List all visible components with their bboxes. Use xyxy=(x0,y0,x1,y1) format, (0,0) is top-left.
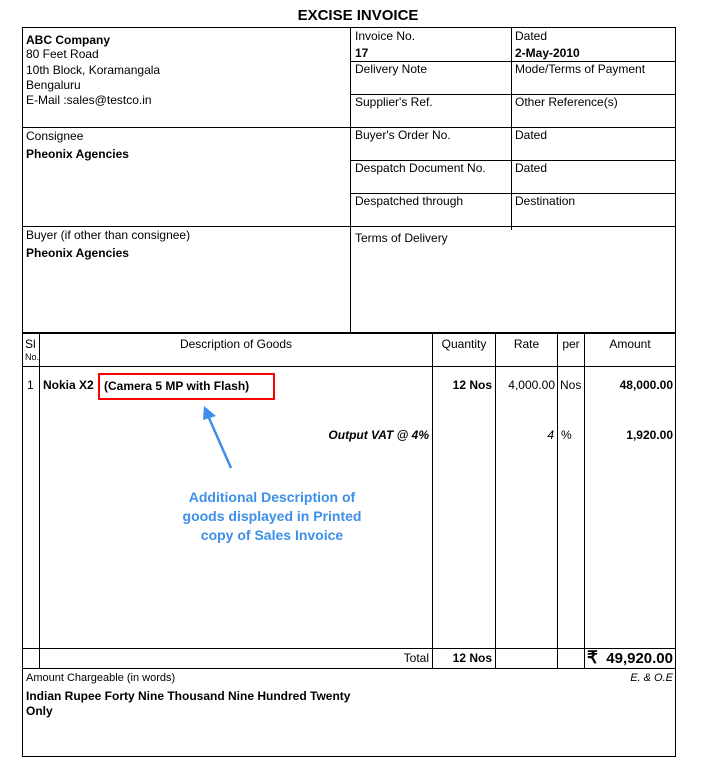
despatch-dated-label: Dated xyxy=(515,161,548,175)
col-divider-sl xyxy=(39,333,40,668)
amount-words-line: Only xyxy=(26,704,53,718)
tax-amount: 1,920.00 xyxy=(626,428,673,442)
annotation-line: Additional Description of xyxy=(188,489,356,505)
annotation-line: goods displayed in Printed xyxy=(182,508,362,524)
seller-address-line: 80 Feet Road xyxy=(26,47,99,61)
header-rate: Rate xyxy=(513,337,540,351)
mode-terms-label: Mode/Terms of Payment xyxy=(515,62,646,76)
buyer-name: Pheonix Agencies xyxy=(26,246,129,260)
item-rate: 4,000.00 xyxy=(508,378,555,392)
item-amount: 48,000.00 xyxy=(619,378,673,392)
row-divider-6 xyxy=(350,226,675,227)
suppliers-ref-label: Supplier's Ref. xyxy=(355,95,433,109)
despatch-doc-label: Despatch Document No. xyxy=(355,161,486,175)
seller-address-line: 10th Block, Koramangala xyxy=(26,63,161,77)
table-bottom-border xyxy=(22,668,676,669)
table-header-divider xyxy=(22,366,676,367)
document-title: EXCISE INVOICE xyxy=(297,7,419,24)
invoice-no-value: 17 xyxy=(355,46,369,60)
consignee-label: Consignee xyxy=(26,129,84,143)
annotation-line: copy of Sales Invoice xyxy=(200,527,344,543)
tax-per: % xyxy=(561,428,572,442)
header-divider-right xyxy=(511,27,512,230)
header-quantity: Quantity xyxy=(441,337,487,351)
despatched-through-label: Despatched through xyxy=(355,194,464,208)
seller-email: E-Mail :sales@testco.in xyxy=(26,93,152,107)
buyers-order-dated-label: Dated xyxy=(515,128,548,142)
seller-address-line: Bengaluru xyxy=(26,78,81,92)
item-name: Nokia X2 xyxy=(43,378,94,392)
seller-consignee-divider xyxy=(22,127,350,128)
additional-description-highlight xyxy=(98,373,275,400)
total-label: Total xyxy=(403,651,429,665)
item-per: Nos xyxy=(560,378,582,392)
item-sl: 1 xyxy=(27,378,34,392)
buyer-label: Buyer (if other than consignee) xyxy=(26,228,191,242)
rupee-icon: ₹ xyxy=(587,648,598,667)
total-quantity: 12 Nos xyxy=(452,651,492,665)
table-top-border xyxy=(22,332,676,334)
consignee-buyer-divider xyxy=(22,226,350,227)
delivery-note-label: Delivery Note xyxy=(355,62,428,76)
item-quantity: 12 Nos xyxy=(452,378,492,392)
amount-words-line: Indian Rupee Forty Nine Thousand Nine Hundred Twenty xyxy=(26,689,351,703)
header-sl: Sl xyxy=(25,337,36,351)
item-additional-description: (Camera 5 MP with Flash) xyxy=(104,379,250,393)
header-per: per xyxy=(562,337,580,351)
terms-of-delivery-label: Terms of Delivery xyxy=(355,231,448,245)
col-divider-rate xyxy=(557,333,558,668)
invoice-no-label: Invoice No. xyxy=(355,29,416,43)
total-amount: 49,920.00 xyxy=(606,650,673,667)
annotation-arrow-icon xyxy=(195,400,245,475)
consignee-name: Pheonix Agencies xyxy=(26,147,129,161)
table-body-divider xyxy=(22,648,676,649)
dated-label: Dated xyxy=(515,29,548,43)
tax-rate: 4 xyxy=(547,428,554,442)
frame-bottom-border xyxy=(22,756,676,757)
destination-label: Destination xyxy=(515,194,576,208)
header-amount: Amount xyxy=(609,337,651,351)
buyers-order-label: Buyer's Order No. xyxy=(355,128,451,142)
frame-top-border xyxy=(22,27,676,28)
header-divider-main xyxy=(350,27,351,333)
header-description: Description of Goods xyxy=(179,337,293,351)
seller-name: ABC Company xyxy=(26,33,111,47)
tax-label: Output VAT @ 4% xyxy=(328,428,429,442)
header-sl-no: No. xyxy=(25,352,40,362)
eoe-label: E. & O.E xyxy=(630,672,673,684)
amount-words-label: Amount Chargeable (in words) xyxy=(26,672,176,684)
other-refs-label: Other Reference(s) xyxy=(515,95,618,109)
dated-value: 2-May-2010 xyxy=(515,46,580,60)
